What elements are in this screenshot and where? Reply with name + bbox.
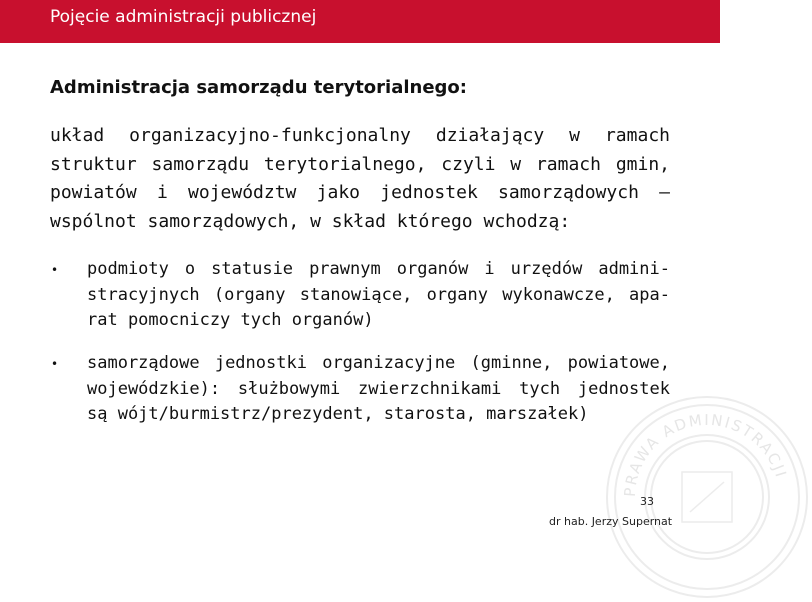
bullet-icon: • bbox=[51, 357, 59, 371]
title-bar bbox=[0, 0, 720, 43]
body-paragraph: układ organizacyjno-funkcjonalny działający w ramach struktur samorządu terytorialnego, czyli w ramach gmin, powiatów i województw jako jednostek samorządowych – wspólnot samorządowych, w skład którego wchodzą: bbox=[50, 125, 670, 232]
list-item-text: podmioty o statusie prawnym organów i urzędów admini-stracyjnych (organy stanowiące, organy wykonawcze, apa-rat pomocniczy tych organów) bbox=[87, 259, 670, 330]
bullet-icon: • bbox=[51, 263, 59, 277]
list-item-text: samorządowe jednostki organizacyjne (gminne, powiatowe, wojewódzkie): służbowymi zwierzchnikami tych jednostek są wójt/burmistrz/prezydent, starosta, marszałek) bbox=[87, 353, 670, 424]
seal-text: PRAWA ADMINISTRACJI bbox=[620, 410, 791, 498]
slide-title: Pojęcie administracji publicznej bbox=[50, 7, 317, 27]
section-heading: Administracja samorządu terytorialnego: bbox=[50, 77, 467, 98]
author-name: dr hab. Jerzy Supernat bbox=[549, 515, 673, 528]
page-number: 33 bbox=[640, 495, 654, 508]
